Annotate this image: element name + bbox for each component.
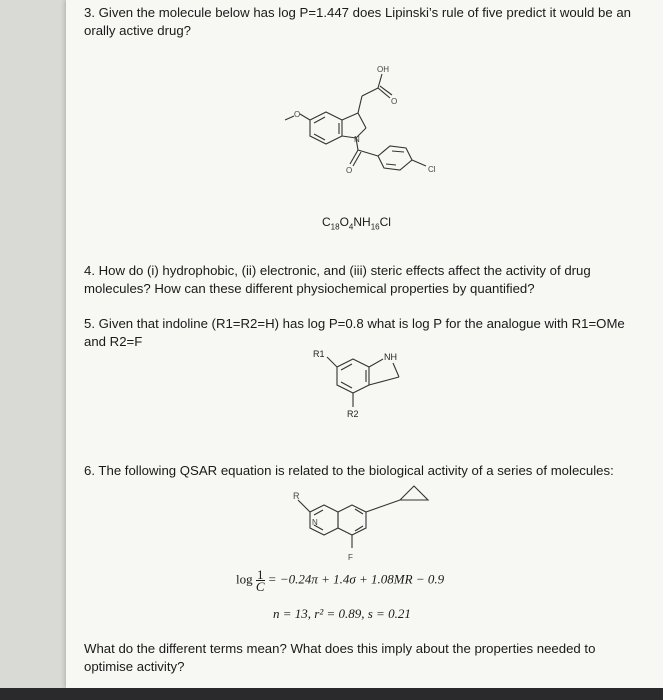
q3-label-cl: Cl <box>428 165 436 174</box>
q3-label-o-amide: O <box>346 166 353 175</box>
equation-fraction <box>256 569 265 592</box>
formula-carbon: C <box>322 215 331 229</box>
indoline-structure <box>305 345 425 425</box>
formula-oxygen: O <box>339 215 349 229</box>
question-6-followup-text: What do the different terms mean? What does this imply about the properties needed to optimise activity? <box>84 641 596 674</box>
q3-label-o-acid: O <box>391 97 398 106</box>
q6-label-n: N <box>312 518 318 527</box>
equation-rhs: = −0.24π + 1.4σ + 1.08MR − 0.9 <box>267 571 445 587</box>
equation-log: log <box>236 571 253 587</box>
question-3-molecule-structure <box>270 58 470 188</box>
formula-carbon-count: 18 <box>330 222 340 232</box>
question-6-molecule-structure <box>282 482 452 567</box>
q3-label-n: N <box>354 135 360 144</box>
q5-label-nh: NH <box>384 352 397 362</box>
page-bottom-edge <box>0 688 663 700</box>
formula-oxygen-count: 4 <box>348 222 354 232</box>
q3-label-o-ether: O <box>294 110 301 119</box>
question-4-text: 4. How do (i) hydrophobic, (ii) electronic, and (iii) steric effects affect the activity of drug molecules? How can these different physiochemical properties by quantified? <box>84 263 591 296</box>
fraction-numerator: 1 <box>256 567 264 582</box>
equation-statistics: n = 13, r² = 0.89, s = 0.21 <box>273 606 411 621</box>
q6-label-f: F <box>348 553 353 562</box>
question-6-text: 6. The following QSAR equation is related to the biological activity of a series of molecules: <box>84 463 614 478</box>
formula-nh: NH <box>353 215 371 229</box>
qsar-equation <box>236 569 444 592</box>
q5-label-r2: R2 <box>347 409 359 419</box>
formula-hydrogen-count: 16 <box>370 222 380 232</box>
question-5-text: 5. Given that indoline (R1=R2=H) has log P=0.8 what is log P for the analogue with R1=OMe and R2=F <box>84 316 625 349</box>
fraction-denominator: C <box>255 579 265 594</box>
formula-chlorine: Cl <box>379 215 391 229</box>
question-3-text: 3. Given the molecule below has log P=1.447 does Lipinski’s rule of five predict it would be an orally active drug? <box>84 5 631 38</box>
q6-label-r: R <box>293 491 300 501</box>
q3-label-oh: OH <box>377 65 389 74</box>
q5-label-r1: R1 <box>313 349 325 359</box>
molecular-formula <box>322 215 391 231</box>
